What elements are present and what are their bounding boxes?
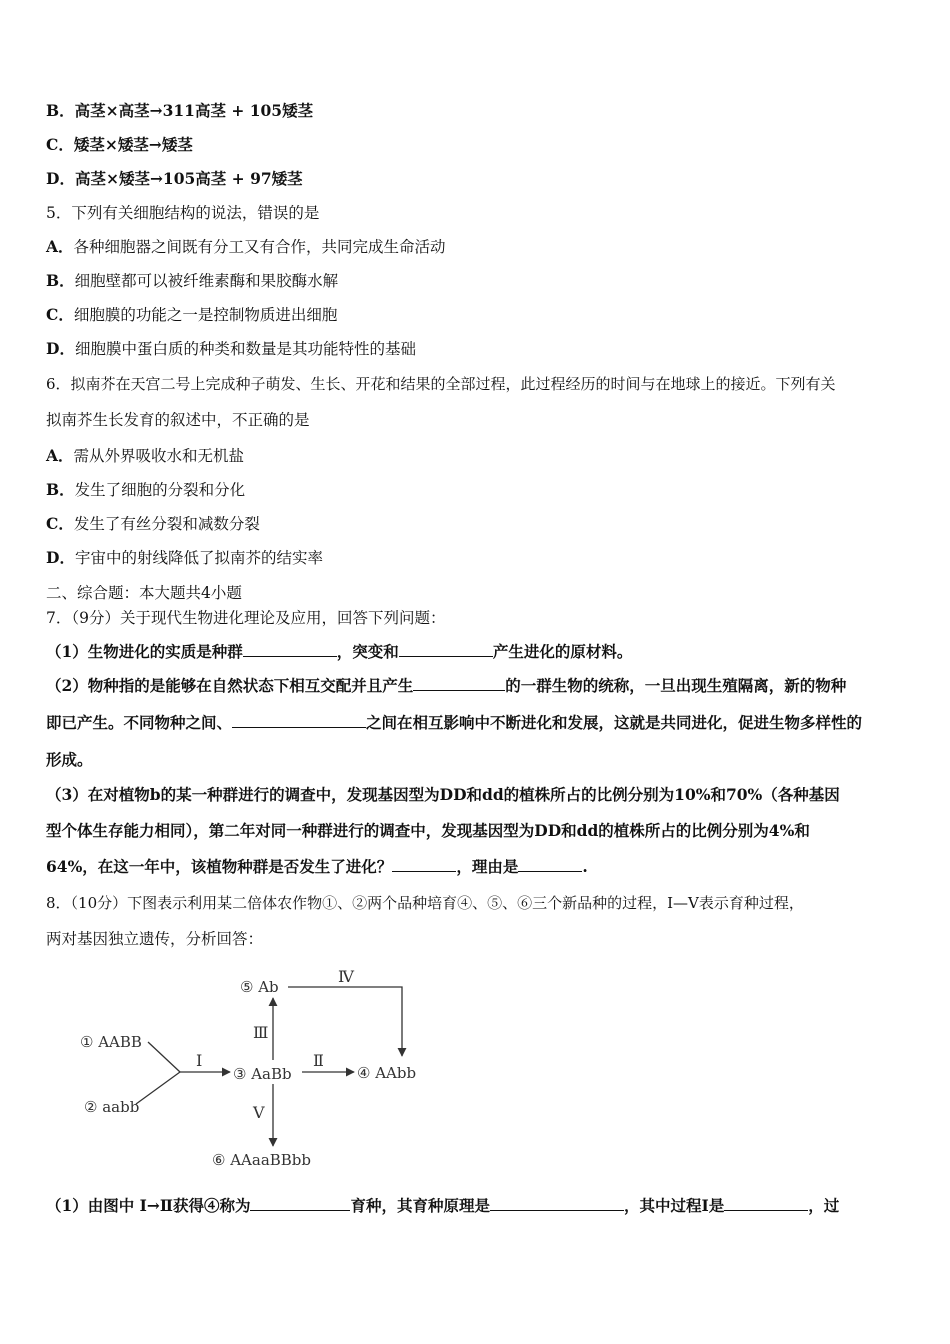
part-text: （1）由图中 Ⅰ→Ⅱ获得④称为 [46,1196,251,1215]
answer-blank[interactable] [399,642,493,657]
part-text: . [582,857,588,876]
q4-option-c [46,135,193,155]
option-label: C． [46,135,74,154]
q4-option-d [46,169,303,189]
part-text: 之间在相互影响中不断进化和发展，这就是共同进化，促进生物多样性的 [366,713,863,732]
part-text: ，过 [808,1196,840,1215]
route-III-label: Ⅲ [253,1023,269,1042]
option-text: 矮茎×矮茎→矮茎 [73,135,193,154]
option-label: B． [46,101,75,120]
option-label: B． [46,480,75,499]
option-text: 发生了有丝分裂和减数分裂 [73,515,260,533]
option-text: 细胞膜中蛋白质的种类和数量是其功能特性的基础 [74,340,416,358]
option-text: 细胞膜的功能之一是控制物质进出细胞 [73,306,338,324]
breeding-diagram [70,962,450,1172]
route-II-label: Ⅱ [313,1051,324,1070]
q6-option-c [46,514,260,534]
node-2-label: ② aabb [84,1098,140,1116]
part-text: 产生进化的原材料。 [492,642,633,661]
q5-option-d [46,339,416,359]
option-label: D． [46,169,75,188]
part-text: （2）物种指的是能够在自然状态下相互交配并且产生 [46,676,414,695]
answer-blank[interactable] [724,1196,808,1211]
option-text: 各种细胞器之间既有分工又有合作，共同完成生命活动 [73,238,446,256]
option-text: 细胞壁都可以被纤维素酶和果胶酶水解 [74,272,339,290]
q7-part2-line3: 形成。 [46,750,93,769]
q8-stem-line2: 两对基因独立遗传，分析回答： [46,930,264,948]
option-text: 高茎×矮茎→105高茎 + 97矮茎 [74,169,303,188]
option-text: 发生了细胞的分裂和分化 [74,481,246,499]
route-V-label: Ⅴ [253,1103,265,1122]
option-text: 需从外界吸收水和无机盐 [73,447,245,465]
q4-option-b [46,101,313,121]
part-text: ，理由是 [456,857,519,876]
q7-part3-line3 [46,857,588,877]
q5-option-b [46,271,338,291]
option-text: 宇宙中的射线降低了拟南芥的结实率 [74,549,323,567]
answer-blank[interactable] [243,642,337,657]
part-text: 64%，在这一年中，该植物种群是否发生了进化？ [46,857,393,876]
option-label: D． [46,339,75,358]
q6-option-a [46,446,244,466]
q7-part2-line1 [46,676,846,696]
node-1-label: ① AABB [80,1033,142,1051]
option-label: C． [46,305,74,324]
option-label: C． [46,514,74,533]
answer-blank[interactable] [490,1196,624,1211]
q7-part3-line1: （3）在对植物b的某一种群进行的调查中，发现基因型为DD和dd的植株所占的比例分别为10%和70%（各种基因 [46,785,840,804]
route-IV-label: Ⅳ [338,967,354,986]
q6-stem-line1: 6．拟南芥在天宫二号上完成种子萌发、生长、开花和结果的全部过程，此过程经历的时间与在地球上的接近。下列有关 [46,375,836,393]
option-text: 高茎×高茎→311高茎 + 105矮茎 [74,101,314,120]
option-label: B． [46,271,75,290]
part-text: （1）生物进化的实质是种群 [46,642,243,661]
option-label: A． [46,237,74,256]
arrow-IV [288,987,402,1056]
node-3-label: ③ AaBb [233,1065,292,1083]
q7-part2-line2 [46,713,862,733]
route-I-label: Ⅰ [196,1051,203,1070]
answer-blank[interactable] [392,857,456,872]
option-label: D． [46,548,75,567]
q7-part1 [46,642,632,662]
q7-part3-line2: 型个体生存能力相同），第二年对同一种群进行的调查中，发现基因型为DD和dd的植株所占的比例分别为4%和 [46,821,810,840]
q6-option-d [46,548,323,568]
answer-blank[interactable] [413,676,505,691]
answer-blank[interactable] [232,713,366,728]
q5-option-a [46,237,446,257]
section-title: 二、综合题：本大题共4小题 [46,584,242,602]
q6-option-b [46,480,245,500]
line-1-to-junction [148,1042,180,1072]
option-label: A． [46,446,74,465]
answer-blank[interactable] [518,857,582,872]
part-text: 育种，其育种原理是 [350,1196,490,1215]
part-text: 的一群生物的统称，一旦出现生殖隔离，新的物种 [505,676,847,695]
q7-stem: 7．（9分）关于现代生物进化理论及应用，回答下列问题： [46,609,446,627]
part-text: ，突变和 [336,642,399,661]
q5-stem: 5．下列有关细胞结构的说法，错误的是 [46,204,320,222]
node-6-label: ⑥ AAaaBBbb [212,1151,312,1169]
part-text: 即已产生。不同物种之间、 [46,713,233,732]
q8-stem-line1: 8．（10分）下图表示利用某二倍体农作物①、②两个品种培育④、⑤、⑥三个新品种的过程，Ⅰ—Ⅴ表示育种过程， [46,894,804,912]
part-text: ，其中过程Ⅰ是 [624,1196,725,1215]
q8-part1 [46,1196,839,1216]
answer-blank[interactable] [250,1196,350,1211]
node-4-label: ④ AAbb [357,1064,417,1082]
q6-stem-line2: 拟南芥生长发育的叙述中，不正确的是 [46,411,310,429]
line-2-to-junction [136,1072,180,1104]
node-5-label: ⑤ Ab [240,978,279,996]
q5-option-c [46,305,337,325]
